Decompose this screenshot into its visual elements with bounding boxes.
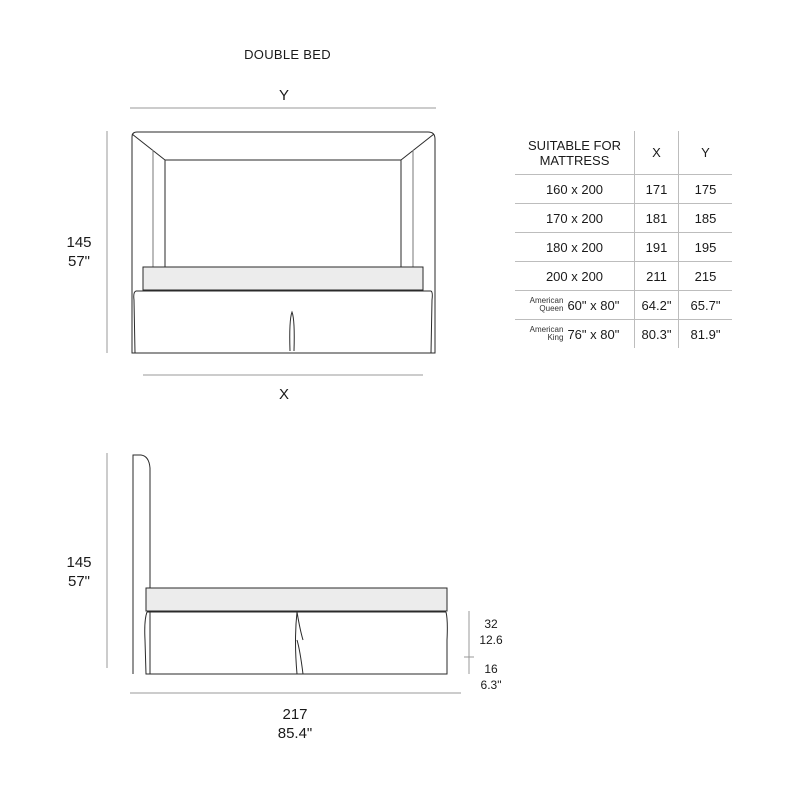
table-row [515,175,732,204]
diagram-title: DOUBLE BED [244,47,331,62]
mattress-size: American King 76" x 80" [529,325,620,343]
size-y: 65.7" [679,291,733,320]
front-view-drawing [107,108,436,375]
front-height-in: 57" [67,253,90,270]
table-row [515,204,732,233]
clearance-cm: 16 [484,662,498,676]
skirt-pleat [290,312,295,351]
base-height-in: 12.6 [479,633,503,647]
size-note: American King [529,325,564,343]
headboard-corner-line [401,134,434,160]
size-note: American Queen [529,296,564,314]
size-y: 175 [679,175,733,204]
side-height-cm: 145 [66,554,92,571]
skirt-side-pleat [296,612,304,674]
side-view-drawing [107,453,474,693]
header-suitable-mattress: SUITABLE FOR MATTRESS [515,131,635,175]
size-x: 211 [635,262,679,291]
header-x: X [635,131,679,175]
skirt-front [135,291,431,353]
skirt-sides-front [134,291,433,353]
size-y: 81.9" [679,320,733,349]
table-header-row [515,131,732,175]
size-x: 171 [635,175,679,204]
mattress-front [143,267,423,290]
headboard-corner-line [132,134,165,160]
front-depth-label: X [278,386,289,403]
front-width-label: Y [278,87,289,104]
table-row [515,233,732,262]
mattress-size: 200 x 200 [515,262,635,291]
header-y: Y [679,131,733,175]
clearance-in: 6.3" [480,678,502,692]
mattress-size: 180 x 200 [515,233,635,262]
size-x: 191 [635,233,679,262]
size-y: 215 [679,262,733,291]
mattress-size: 160 x 200 [515,175,635,204]
headboard-outline [132,132,435,353]
side-height-in: 57" [67,573,90,590]
mattress-size: 170 x 200 [515,204,635,233]
size-x: 64.2" [635,291,679,320]
front-height-cm: 145 [66,234,92,251]
size-y: 195 [679,233,733,262]
table-row [515,320,732,349]
table-row [515,291,732,320]
side-length-cm: 217 [282,706,308,723]
mattress-size-table [515,131,732,348]
side-headboard [133,455,150,674]
size-x: 80.3" [635,320,679,349]
mattress-size: American Queen 60" x 80" [515,291,635,320]
size-y: 185 [679,204,733,233]
side-length-in: 85.4" [277,725,313,742]
headboard-inner-panel [165,160,401,267]
size-x: 181 [635,204,679,233]
mattress-side [146,588,447,611]
base-height-cm: 32 [484,617,498,631]
table-row [515,262,732,291]
